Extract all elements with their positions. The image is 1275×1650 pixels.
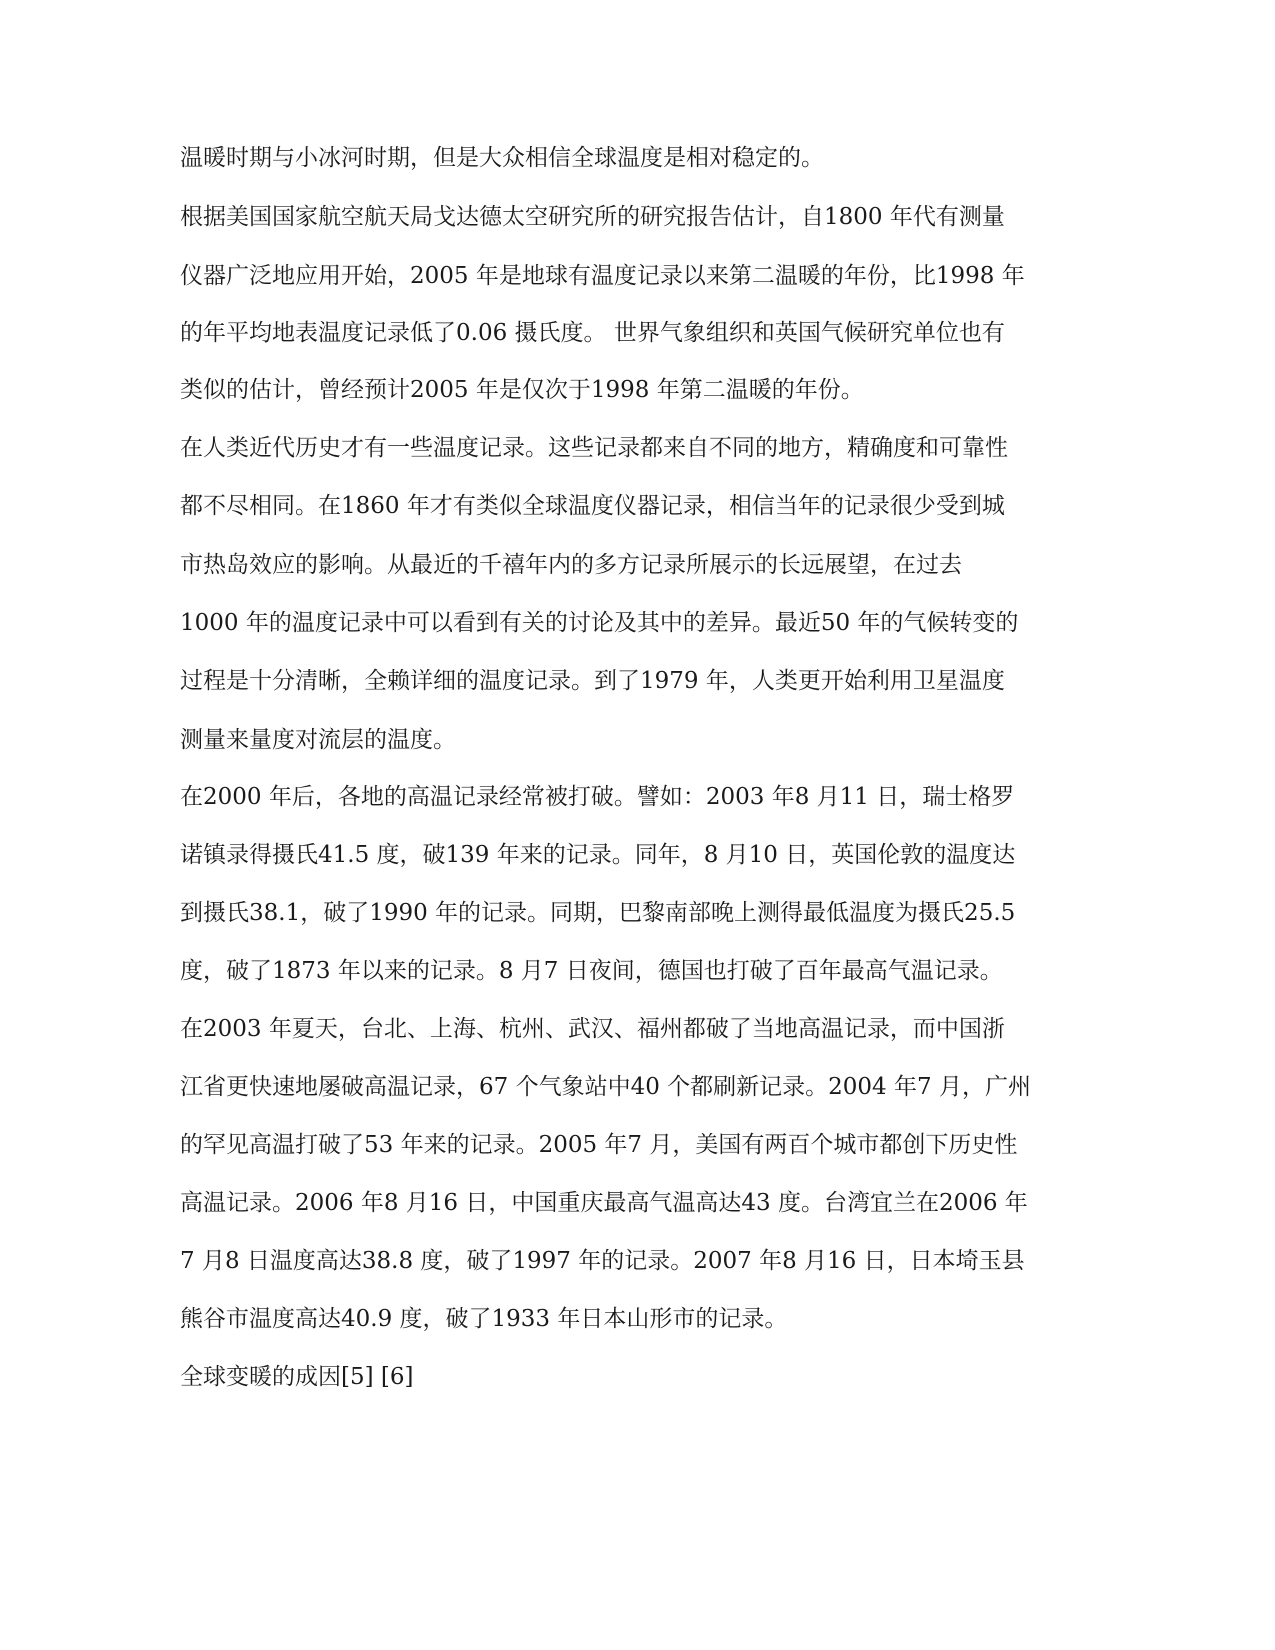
text-line: 温暖时期与小冰河时期，但是大众相信全球温度是相对稳定的。	[180, 145, 824, 171]
text-line: 过程是十分清晰，全赖详细的温度记录。到了1979 年，人类更开始利用卫星温度	[180, 668, 1005, 694]
text-line: 江省更快速地屡破高温记录，67 个气象站中40 个都刷新记录。2004 年7 月，广州	[180, 1074, 1031, 1100]
text-line: 都不尽相同。在1860 年才有类似全球温度仪器记录，相信当年的记录很少受到城	[180, 493, 1005, 519]
text-line: 测量来量度对流层的温度。	[180, 727, 456, 753]
text-line: 到摄氏38.1，破了1990 年的记录。同期，巴黎南部晚上测得最低温度为摄氏25.5	[180, 900, 1016, 926]
text-line: 度，破了1873 年以来的记录。8 月7 日夜间，德国也打破了百年最高气温记录。	[180, 958, 1003, 984]
text-line: 高温记录。2006 年8 月16 日，中国重庆最高气温高达43 度。台湾宜兰在2006 年	[180, 1190, 1028, 1216]
text-line: 的年平均地表温度记录低了0.06 摄氏度。 世界气象组织和英国气候研究单位也有	[180, 320, 1005, 346]
text-line: 的罕见高温打破了53 年来的记录。2005 年7 月，美国有两百个城市都创下历史性	[180, 1132, 1018, 1158]
text-line: 市热岛效应的影响。从最近的千禧年内的多方记录所展示的长远展望，在过去	[180, 552, 962, 578]
text-line: 在人类近代历史才有一些温度记录。这些记录都来自不同的地方，精确度和可靠性	[180, 435, 1008, 461]
text-line: 在2003 年夏天，台北、上海、杭州、武汉、福州都破了当地高温记录，而中国浙	[180, 1016, 1005, 1042]
text-line: 根据美国国家航空航天局戈达德太空研究所的研究报告估计，自1800 年代有测量	[180, 204, 1005, 230]
text-line: 1000 年的温度记录中可以看到有关的讨论及其中的差异。最近50 年的气候转变的	[180, 610, 1019, 636]
text-line: 类似的估计，曾经预计2005 年是仅次于1998 年第二温暖的年份。	[180, 377, 864, 403]
text-line: 熊谷市温度高达40.9 度，破了1933 年日本山形市的记录。	[180, 1306, 788, 1332]
text-line: 7 月8 日温度高达38.8 度，破了1997 年的记录。2007 年8 月16 日，日本埼玉县	[180, 1248, 1025, 1274]
section-heading: 全球变暖的成因[5] [6]	[180, 1364, 414, 1390]
text-line: 仪器广泛地应用开始，2005 年是地球有温度记录以来第二温暖的年份，比1998 年	[180, 263, 1025, 289]
text-line: 诺镇录得摄氏41.5 度，破139 年来的记录。同年，8 月10 日，英国伦敦的温度达	[180, 842, 1016, 868]
text-line: 在2000 年后，各地的高温记录经常被打破。譬如：2003 年8 月11 日，瑞士格罗	[180, 784, 1015, 810]
